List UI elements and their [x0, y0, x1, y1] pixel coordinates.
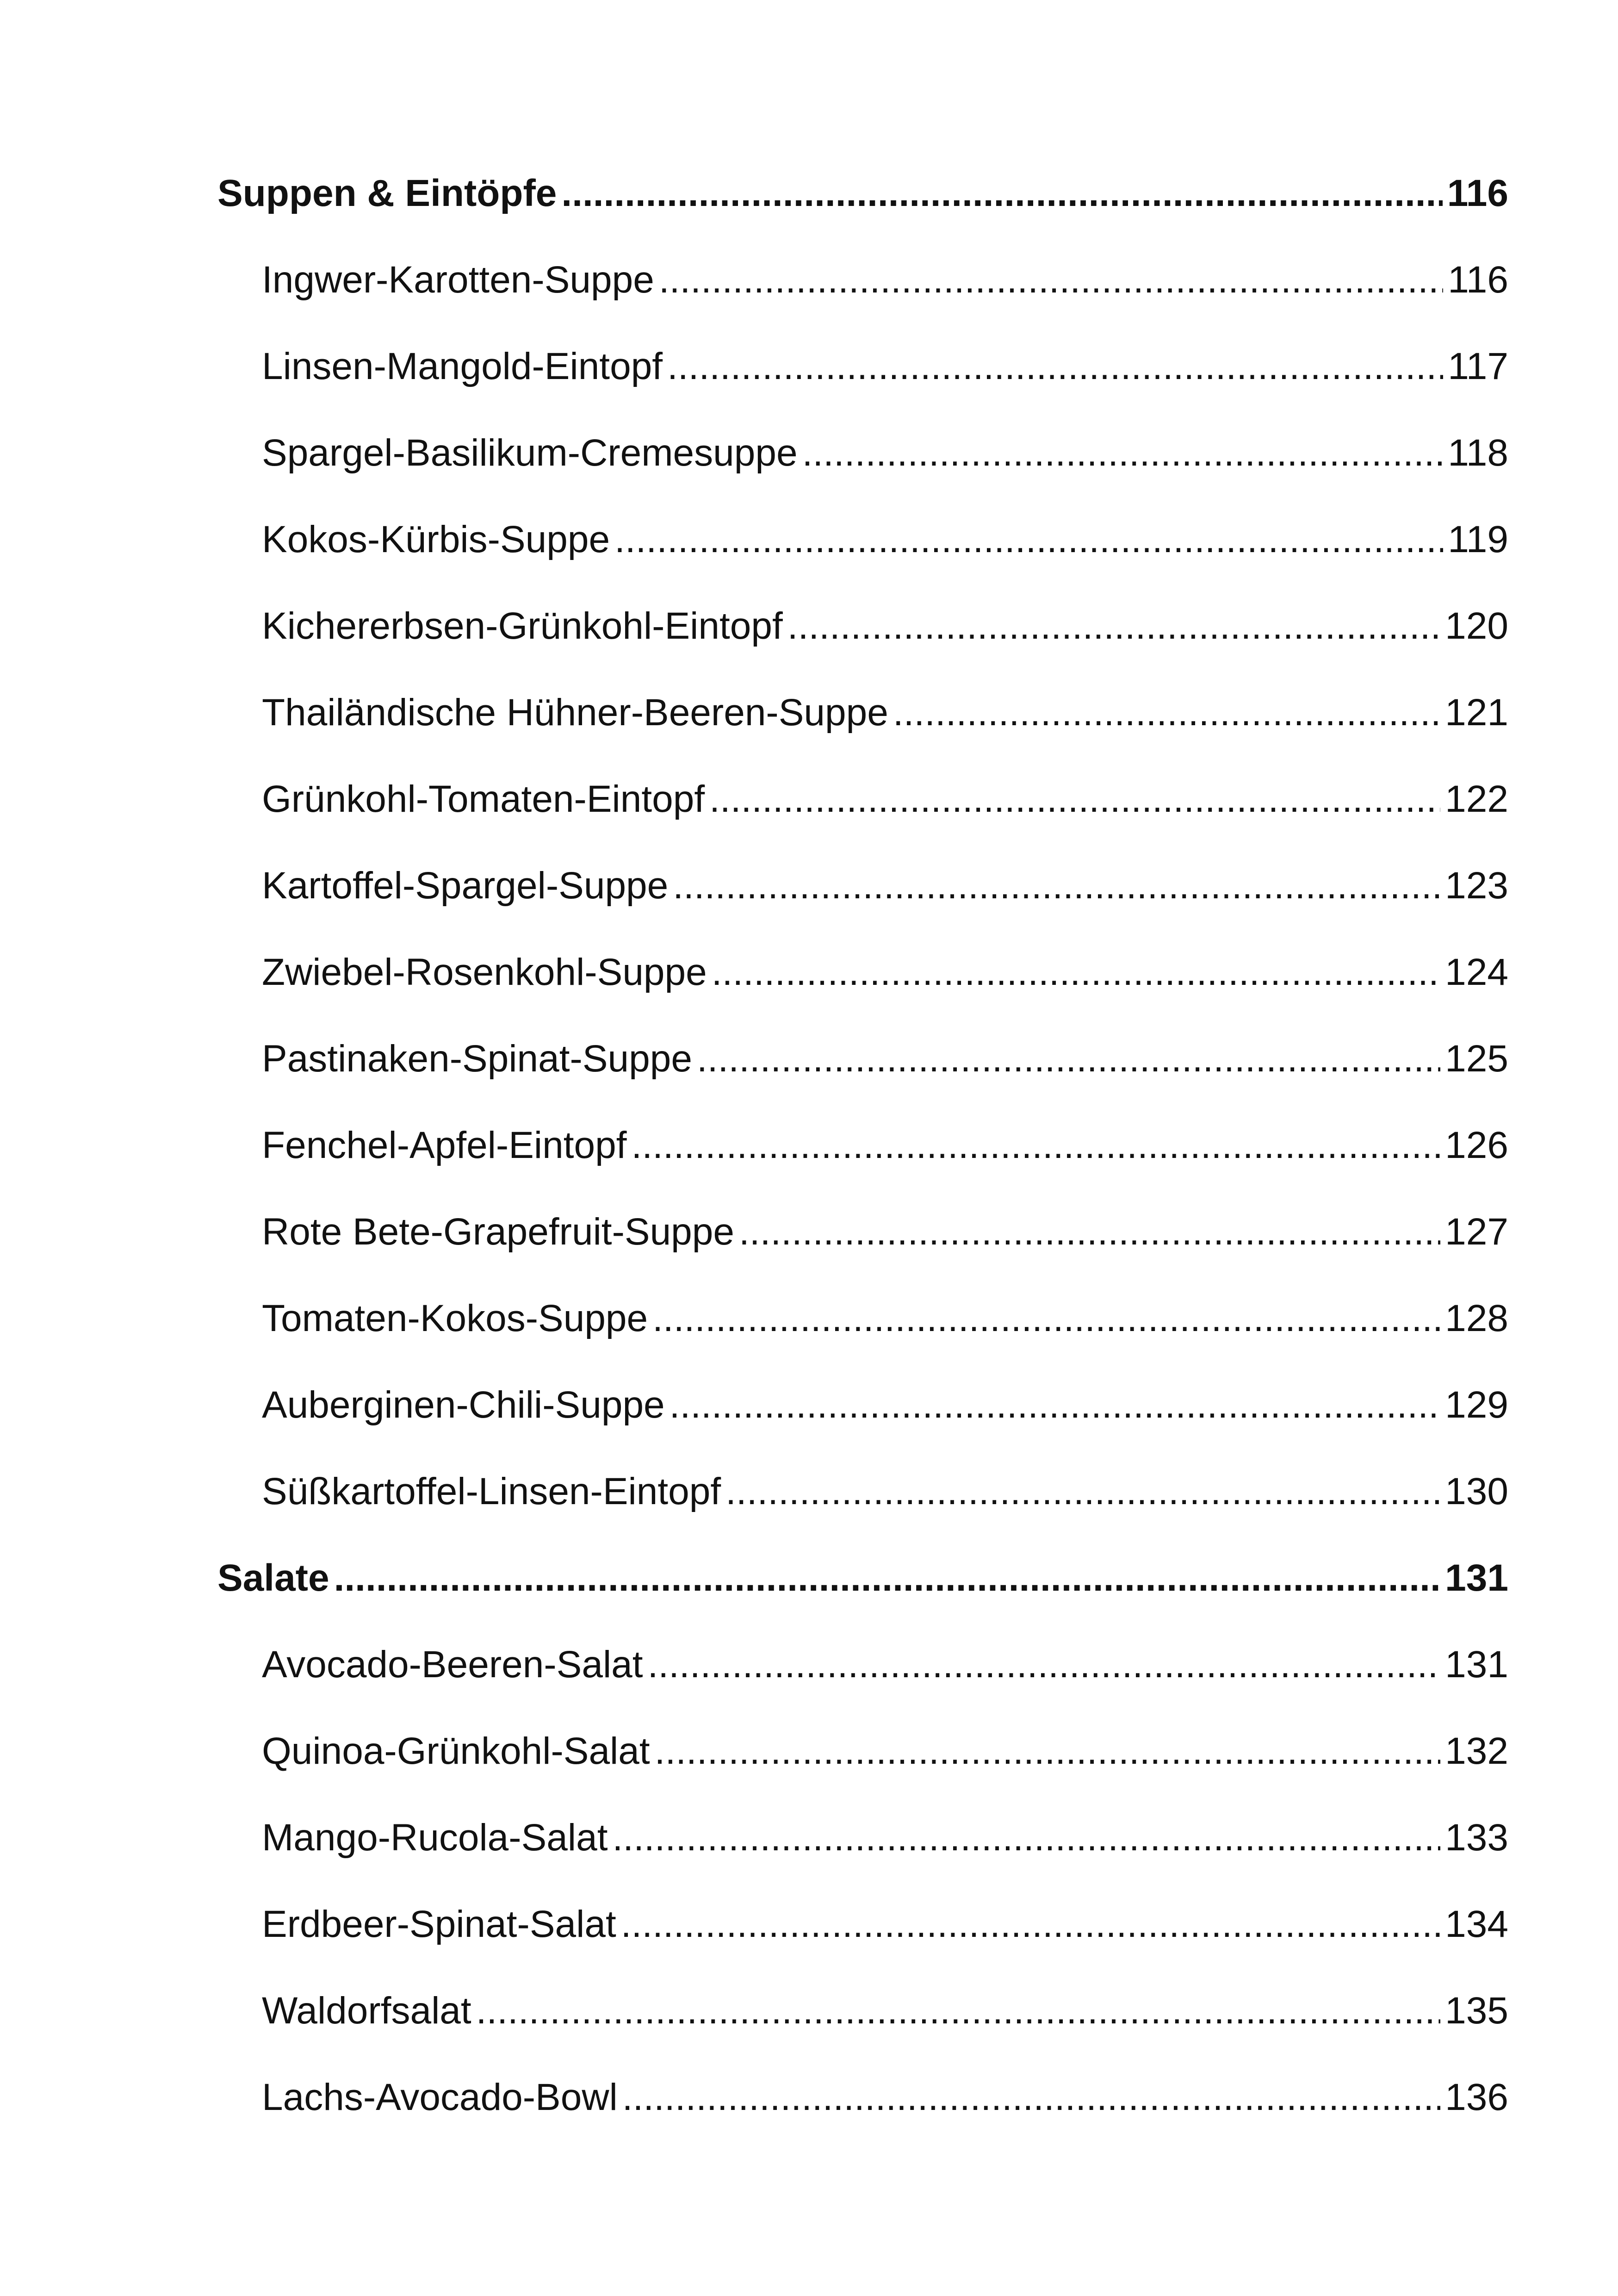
- toc-page-number: 136: [1445, 2076, 1508, 2118]
- toc-page-number: 133: [1445, 1817, 1508, 1859]
- table-of-contents: [217, 170, 1508, 2161]
- toc-entry-title: Linsen-Mangold-Eintopf: [262, 345, 663, 387]
- toc-entry-title: Erdbeer-Spinat-Salat: [262, 1903, 616, 1945]
- toc-entry-title: Fenchel-Apfel-Eintopf: [262, 1124, 627, 1166]
- toc-page-number: 129: [1445, 1384, 1508, 1426]
- toc-entry-row[interactable]: [217, 1122, 1508, 1209]
- toc-entry-row[interactable]: [217, 863, 1508, 949]
- toc-page-number: 134: [1445, 1903, 1508, 1945]
- toc-entry-title: Rote Bete-Grapefruit-Suppe: [262, 1211, 734, 1253]
- toc-entry-title: Auberginen-Chili-Suppe: [262, 1384, 665, 1426]
- toc-entry-row[interactable]: [217, 430, 1508, 516]
- toc-page-number: 120: [1445, 605, 1508, 647]
- toc-entry-row[interactable]: [217, 1815, 1508, 1901]
- toc-entry-title: Mango-Rucola-Salat: [262, 1817, 608, 1859]
- toc-page-number: 123: [1445, 865, 1508, 907]
- toc-entry-row[interactable]: [217, 1382, 1508, 1468]
- toc-page-number: 116: [1448, 259, 1508, 301]
- toc-section-row[interactable]: [217, 170, 1508, 257]
- toc-entry-title: Grünkohl-Tomaten-Eintopf: [262, 778, 705, 820]
- dot-leader: [561, 170, 1442, 217]
- dot-leader: [712, 949, 1440, 996]
- toc-entry-title: Süßkartoffel-Linsen-Eintopf: [262, 1470, 721, 1512]
- toc-entry-row[interactable]: [217, 1209, 1508, 1295]
- toc-page-number: 132: [1445, 1730, 1508, 1772]
- toc-entry-title: Waldorfsalat: [262, 1990, 471, 2032]
- toc-entry-row[interactable]: [217, 1468, 1508, 1555]
- toc-page-number: 135: [1445, 1990, 1508, 2032]
- toc-page-number: 128: [1445, 1297, 1508, 1339]
- dot-leader: [725, 1468, 1440, 1515]
- dot-leader: [648, 1642, 1441, 1688]
- dot-leader: [697, 1036, 1440, 1082]
- dot-leader: [632, 1122, 1441, 1169]
- toc-entry-title: Ingwer-Karotten-Suppe: [262, 259, 654, 301]
- toc-entry-row[interactable]: [217, 1642, 1508, 1728]
- dot-leader: [673, 863, 1440, 909]
- toc-page-number: 131: [1445, 1557, 1508, 1599]
- dot-leader: [667, 343, 1443, 390]
- toc-section-title: Suppen & Eintöpfe: [217, 172, 557, 214]
- toc-entry-title: Lachs-Avocado-Bowl: [262, 2076, 618, 2118]
- toc-entry-row[interactable]: [217, 1901, 1508, 1988]
- toc-entry-title: Spargel-Basilikum-Cremesuppe: [262, 432, 798, 474]
- toc-entry-row[interactable]: [217, 1036, 1508, 1122]
- toc-entry-row[interactable]: [217, 516, 1508, 603]
- dot-leader: [787, 603, 1440, 649]
- toc-entry-title: Quinoa-Grünkohl-Salat: [262, 1730, 650, 1772]
- toc-page-number: 118: [1448, 432, 1508, 474]
- toc-section-row[interactable]: [217, 1555, 1508, 1642]
- toc-entry-row[interactable]: [217, 257, 1508, 343]
- dot-leader: [652, 1295, 1440, 1342]
- toc-page-number: 125: [1445, 1038, 1508, 1080]
- toc-entry-row[interactable]: [217, 603, 1508, 690]
- toc-page-number: 126: [1445, 1124, 1508, 1166]
- toc-entry-title: Pastinaken-Spinat-Suppe: [262, 1038, 692, 1080]
- toc-entry-row[interactable]: [217, 1988, 1508, 2074]
- toc-page-number: 131: [1445, 1643, 1508, 1686]
- toc-entry-row[interactable]: [217, 2074, 1508, 2161]
- dot-leader: [334, 1555, 1441, 1601]
- toc-page-number: 130: [1445, 1470, 1508, 1512]
- dot-leader: [614, 516, 1443, 563]
- toc-entry-row[interactable]: [217, 343, 1508, 430]
- toc-entry-title: Avocado-Beeren-Salat: [262, 1643, 643, 1686]
- dot-leader: [622, 2074, 1440, 2121]
- toc-entry-row[interactable]: [217, 1728, 1508, 1815]
- dot-leader: [709, 776, 1440, 822]
- toc-entry-title: Tomaten-Kokos-Suppe: [262, 1297, 648, 1339]
- toc-entry-title: Thailändische Hühner-Beeren-Suppe: [262, 691, 888, 734]
- dot-leader: [802, 430, 1444, 476]
- toc-page-number: 127: [1445, 1211, 1508, 1253]
- toc-page-number: 121: [1445, 691, 1508, 734]
- toc-page-number: 124: [1445, 951, 1508, 993]
- toc-entry-row[interactable]: [217, 1295, 1508, 1382]
- toc-entry-title: Kartoffel-Spargel-Suppe: [262, 865, 669, 907]
- toc-section-title: Salate: [217, 1557, 329, 1599]
- dot-leader: [670, 1382, 1441, 1428]
- dot-leader: [476, 1988, 1440, 2034]
- toc-entry-title: Kichererbsen-Grünkohl-Eintopf: [262, 605, 783, 647]
- dot-leader: [655, 1728, 1441, 1774]
- toc-entry-row[interactable]: [217, 776, 1508, 863]
- dot-leader: [659, 257, 1443, 303]
- dot-leader: [613, 1815, 1441, 1861]
- toc-entry-title: Kokos-Kürbis-Suppe: [262, 518, 610, 560]
- toc-entry-row[interactable]: [217, 690, 1508, 776]
- toc-page-number: 116: [1447, 172, 1508, 214]
- dot-leader: [893, 690, 1440, 736]
- toc-entry-title: Zwiebel-Rosenkohl-Suppe: [262, 951, 707, 993]
- dot-leader: [739, 1209, 1440, 1255]
- toc-page-number: 122: [1445, 778, 1508, 820]
- dot-leader: [621, 1901, 1440, 1948]
- toc-page-number: 117: [1448, 345, 1508, 387]
- toc-page-number: 119: [1448, 518, 1508, 560]
- toc-entry-row[interactable]: [217, 949, 1508, 1036]
